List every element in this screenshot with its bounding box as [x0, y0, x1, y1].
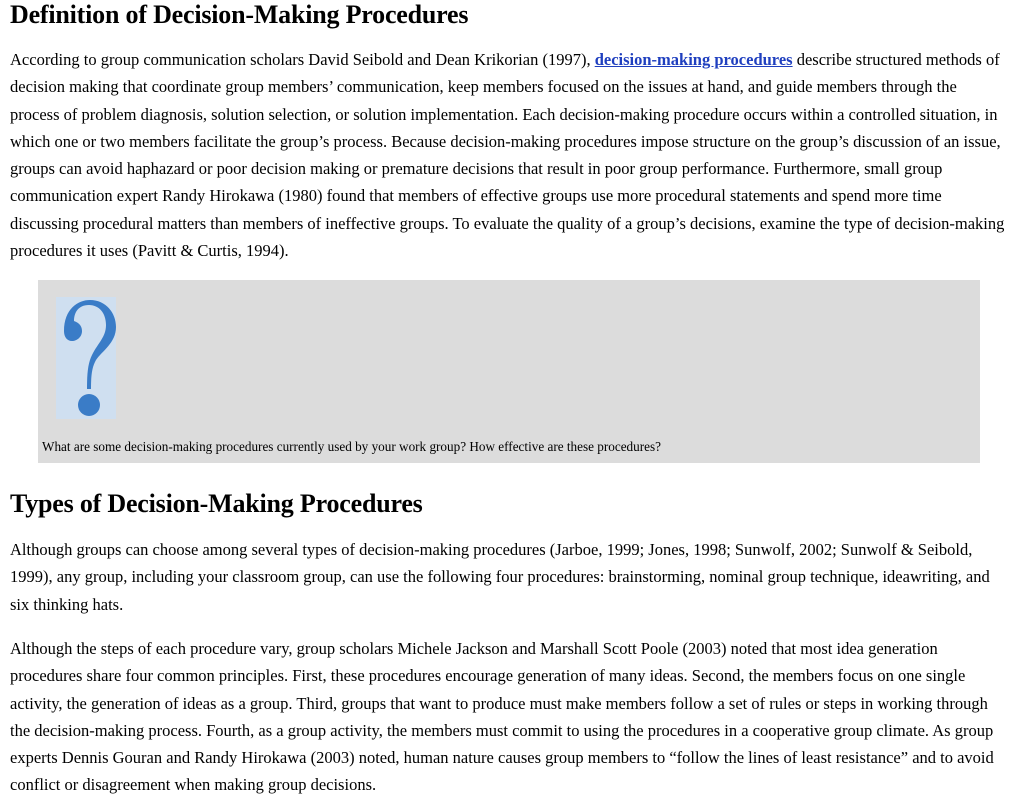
types-paragraph-2: Although the steps of each procedure vary, group scholars Michele Jackson and Marshall Scott Poole (2003) noted that most idea generation procedures share four common principles. First, these procedures encourage generation of many ideas. Second, the members focus on one single activity, the generation of ideas as a group. Third, groups that want to produce must make members follow a set of rules or steps in working through the decision-making process. Fourth, as a group activity, the members must commit to using the procedures in a cooperative group climate. As group experts Dennis Gouran and Randy Hirokawa (2003) noted, human nature causes group members to “follow the lines of least resistance” and to avoid conflict or disagreement when making group decisions.: [10, 639, 994, 795]
question-mark-icon: [56, 297, 116, 419]
decision-making-procedures-link[interactable]: decision-making procedures: [594, 50, 793, 69]
section-heading-definition: Definition of Decision-Making Procedures: [10, 0, 469, 29]
reflection-callout: [38, 280, 980, 463]
section-heading-types: Types of Decision-Making Procedures: [10, 489, 423, 518]
definition-text-before: According to group communication scholars David Seibold and Dean Krikorian (1997),: [10, 50, 595, 69]
definition-paragraph: [10, 46, 1010, 264]
types-paragraph-1: Although groups can choose among several types of decision-making procedures (Jarboe, 1999; Jones, 1998; Sunwolf, 2002; Sunwolf & Seibold, 1999), any group, including your classroom group, can use the following four procedures: brainstorming, nominal group technique, ideawriting, and six thinking hats.: [10, 540, 990, 614]
definition-text-after: describe structured methods of decision making that coordinate group members’ communication, keep members focused on the issues at hand, and guide members through the process of problem diagnosis, solution selection, or solution implementation. Each decision-making procedure occurs within a controlled situation, in which one or two members facilitate the group’s process. Because decision-making procedures impose structure on the group’s discussion of an issue, groups can avoid haphazard or poor decision making or premature decisions that result in poor group performance. Furthermore, small group communication expert Randy Hirokawa (1980) found that members of effective groups use more procedural statements and spend more time discussing procedural matters than members of ineffective groups. To evaluate the quality of a group’s decisions, examine the type of decision-making procedures it uses (Pavitt & Curtis, 1994).: [10, 50, 1005, 261]
callout-question-text: What are some decision-making procedures currently used by your work group? How effective are these procedures?: [42, 439, 661, 454]
question-mark-icon-graphic: [56, 297, 116, 419]
